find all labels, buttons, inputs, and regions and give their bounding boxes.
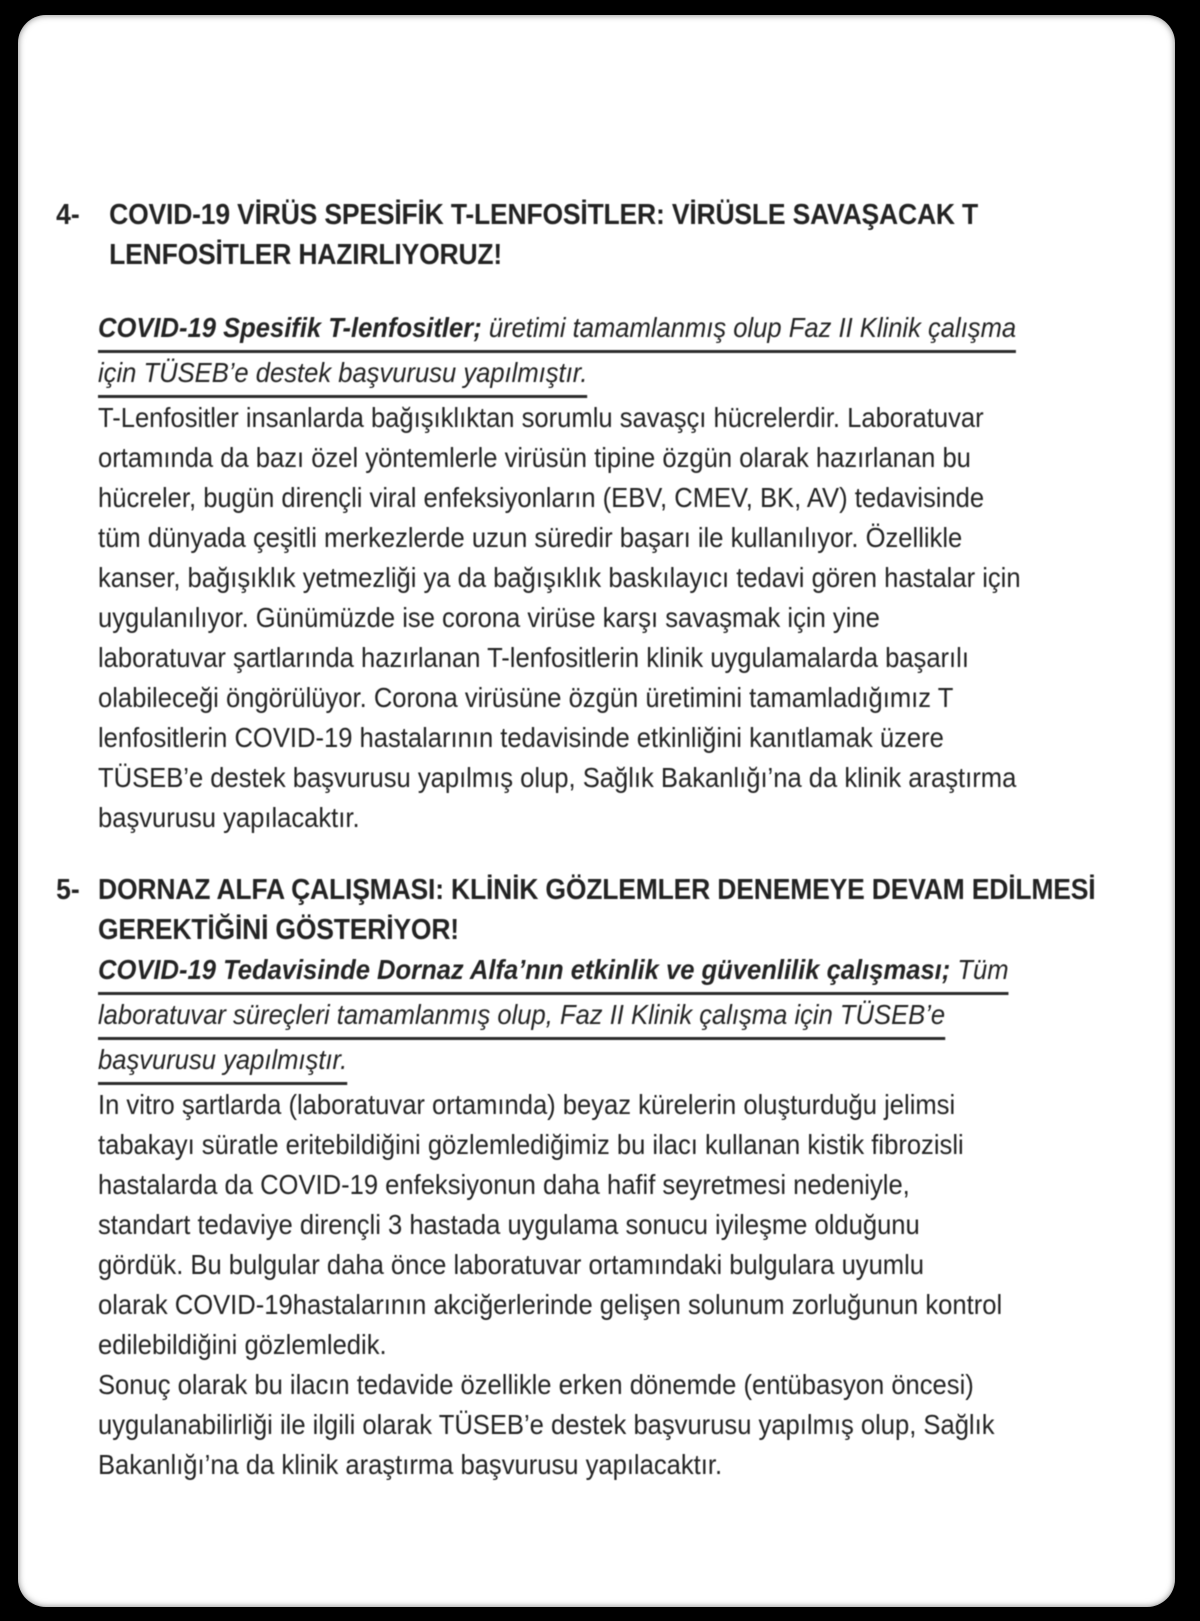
body-line: T-Lenfositler insanlarda bağışıklıktan sorumlu savaşçı hücrelerdir. Laboratuvar [98, 402, 984, 433]
body-line: olarak COVID-19hastalarının akciğerlerinde gelişen solunum zorluğunun kontrol [98, 1289, 1003, 1320]
body-line: olabileceği öngörülüyor. Corona virüsüne özgün üretimini tamamladığımız T [98, 682, 954, 713]
body-line: gördük. Bu bulgular daha önce laboratuvar ortamındaki bulgulara uyumlu [98, 1249, 925, 1280]
body-line: hastalarda da COVID-19 enfeksiyonun daha hafif seyretmesi nedeniyle, [98, 1169, 910, 1200]
section-body [98, 1085, 1072, 1485]
subtitle-text: için TÜSEB’e destek başvurusu yapılmıştır. [98, 357, 588, 388]
body-line: tabakayı süratle eritebildiğini gözlemlediğimiz bu ilacı kullanan kistik fibrozisli [98, 1129, 964, 1160]
subtitle-bold-text: COVID-19 Tedavisinde Dornaz Alfa’nın etkinlik ve güvenlilik çalışması; [98, 954, 951, 985]
subtitle-text: Tüm [950, 954, 1009, 985]
subtitle-line [98, 995, 1072, 1040]
body-line: laboratuvar şartlarında hazırlanan T-lenfositlerin klinik uygulamalarda başarılı [98, 642, 969, 673]
section-title-line: GEREKTİĞİNİ GÖSTERİYOR! [98, 914, 459, 946]
section-subtitle [98, 950, 1072, 1085]
section-number: 5- [56, 874, 80, 906]
body-line: başvurusu yapılacaktır. [98, 802, 360, 833]
subtitle-line [98, 1040, 1072, 1085]
section-subtitle [98, 308, 1072, 398]
body-line: uygulanılıyor. Günümüzde ise corona virüse karşı savaşmak için yine [98, 602, 880, 633]
body-line: kanser, bağışıklık yetmezliği ya da bağışıklık baskılayıcı tedavi gören hastalar için [98, 562, 1021, 593]
body-line: edilebildiğini gözlemledik. [98, 1329, 387, 1360]
section-title-line: LENFOSİTLER HAZIRLIYORUZ! [109, 239, 503, 271]
section-title-line: COVID-19 VİRÜS SPESİFİK T-LENFOSİTLER: VİRÜSLE SAVAŞACAK T [109, 199, 979, 231]
section-body [98, 398, 1072, 838]
body-line: lenfositlerin COVID-19 hastalarının tedavisinde etkinliğini kanıtlamak üzere [98, 722, 944, 753]
subtitle-text: üretimi tamamlanmış olup Faz II Klinik çalışma [481, 312, 1017, 343]
document-content [56, 195, 1145, 1485]
body-line: tüm dünyada çeşitli merkezlerde uzun süredir başarı ile kullanılıyor. Özellikle [98, 522, 963, 553]
text-column [56, 195, 1096, 1485]
section-5 [56, 870, 1096, 1485]
body-line: ortamında da bazı özel yöntemlerle virüsün tipine özgün olarak hazırlanan bu [98, 442, 971, 473]
subtitle-line [98, 950, 1072, 995]
body-line: hücreler, bugün dirençli viral enfeksiyonların (EBV, CMEV, BK, AV) tedavisinde [98, 482, 985, 513]
subtitle-line [98, 353, 1072, 398]
subtitle-text: başvurusu yapılmıştır. [98, 1044, 348, 1075]
subtitle-line [98, 308, 1072, 353]
body-line: standart tedaviye dirençli 3 hastada uygulama sonucu iyileşme olduğunu [98, 1209, 920, 1240]
section-4 [56, 195, 1072, 838]
body-line: uygulanabilirliği ile ilgili olarak TÜSEB’e destek başvurusu yapılmış olup, Sağlık [98, 1409, 995, 1440]
body-line: TÜSEB’e destek başvurusu yapılmış olup, Sağlık Bakanlığı’na da klinik araştırma [98, 762, 1017, 793]
body-line: Sonuç olarak bu ilacın tedavide özellikle erken dönemde (entübasyon öncesi) [98, 1369, 974, 1400]
section-title-line: DORNAZ ALFA ÇALIŞMASI: KLİNİK GÖZLEMLER DENEMEYE DEVAM EDİLMESİ [98, 874, 1096, 906]
body-line: In vitro şartlarda (laboratuvar ortamında) beyaz kürelerin oluşturduğu jelimsi [98, 1089, 956, 1120]
subtitle-text: laboratuvar süreçleri tamamlanmış olup, Faz II Klinik çalışma için TÜSEB’e [98, 999, 946, 1030]
body-line: Bakanlığı’na da klinik araştırma başvurusu yapılacaktır. [98, 1449, 723, 1480]
scanned-page [18, 15, 1175, 1607]
section-number: 4- [56, 199, 80, 231]
subtitle-bold-text: COVID-19 Spesifik T-lenfositler; [98, 312, 482, 343]
